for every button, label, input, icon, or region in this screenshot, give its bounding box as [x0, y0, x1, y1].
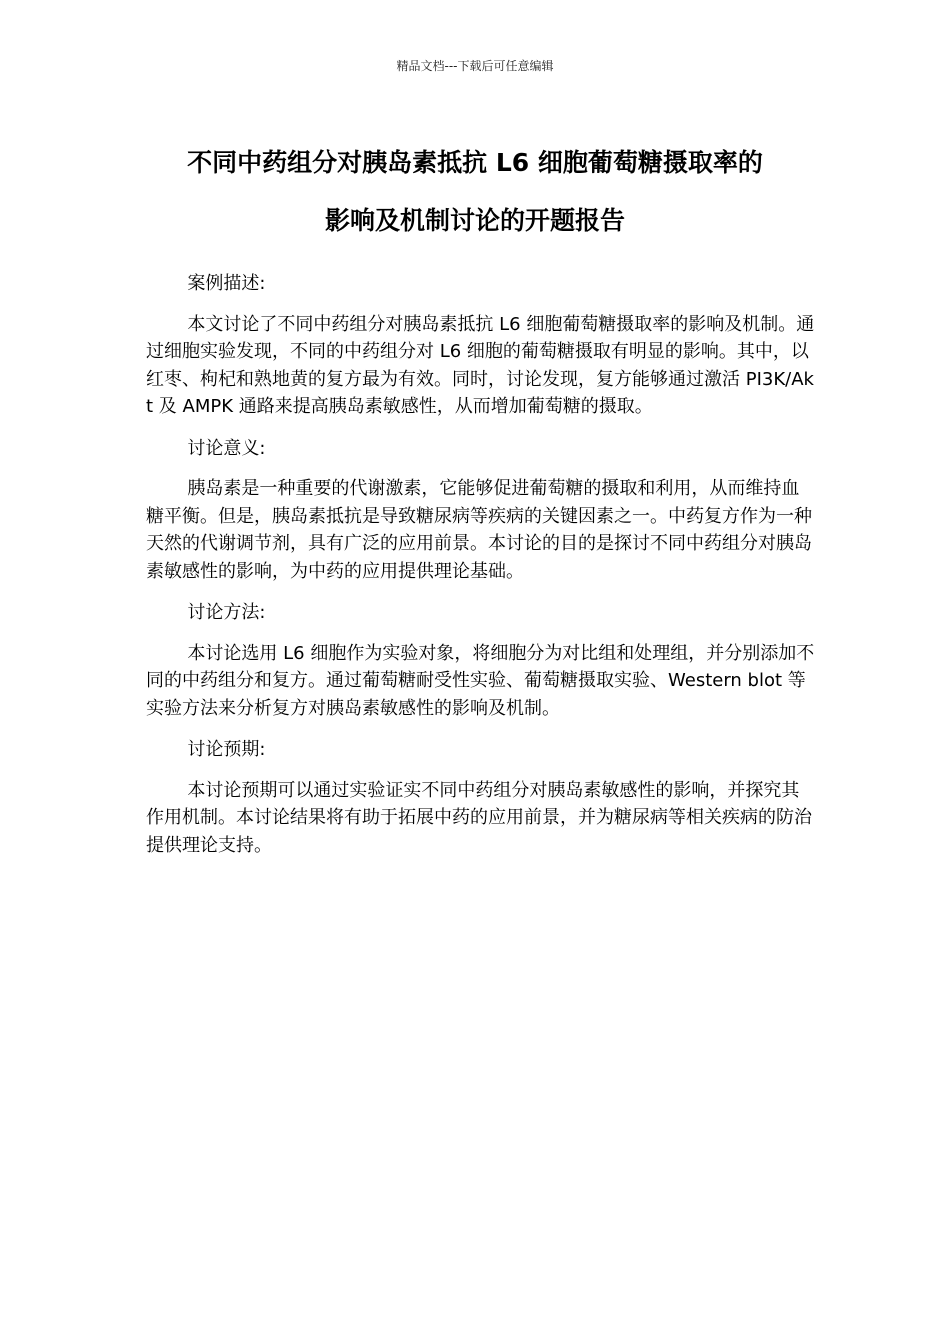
section-body-expectation: 本讨论预期可以通过实验证实不同中药组分对胰岛素敏感性的影响，并探究其作用机制。本讨论结果将有助于拓展中药的应用前景，并为糖尿病等相关疾病的防治提供理论支持。 — [146, 779, 812, 856]
section-heading-significance: 讨论意义: — [187, 437, 266, 459]
section-heading-method: 讨论方法: — [187, 602, 266, 623]
title-line-1: 不同中药组分对胰岛素抵抗 L6 细胞葡萄糖摄取率的 — [187, 148, 763, 177]
document-title — [130, 134, 820, 250]
title-line-2: 影响及机制讨论的开题报告 — [324, 206, 625, 235]
section-heading-case: 案例描述: — [187, 273, 266, 294]
page-header: 精品文档---下载后可任意编辑 — [396, 59, 554, 73]
document-body — [146, 270, 816, 859]
section-body-significance: 胰岛素是一种重要的代谢激素，它能够促进葡萄糖的摄取和利用，从而维持血糖平衡。但是，胰岛素抵抗是导致糖尿病等疾病的关键因素之一。中药复方作为一种天然的代谢调节剂，具有广泛的应用前景。本讨论的目的是探讨不同中药组分对胰岛素敏感性的影响，为中药的应用提供理论基础。 — [146, 478, 812, 582]
section-body-method: 本讨论选用 L6 细胞作为实验对象，将细胞分为对比组和处理组，并分别添加不同的中药组分和复方。通过葡萄糖耐受性实验、葡萄糖摄取实验、Western blot 等实验方法来分析复方对胰岛素敏感性的影响及机制。 — [146, 642, 815, 719]
section-body-case: 本文讨论了不同中药组分对胰岛素抵抗 L6 细胞葡萄糖摄取率的影响及机制。通过细胞实验发现，不同的中药组分对 L6 细胞的葡萄糖摄取有明显的影响。其中，以红枣、枸杞和熟地黄的复方最为有效。同时，讨论发现，复方能够通过激活 PI3K/Akt 及 AMPK 通路来提高胰岛素敏感性，从而增加葡萄糖的摄取。 — [146, 313, 815, 417]
section-heading-expectation: 讨论预期: — [187, 739, 266, 760]
